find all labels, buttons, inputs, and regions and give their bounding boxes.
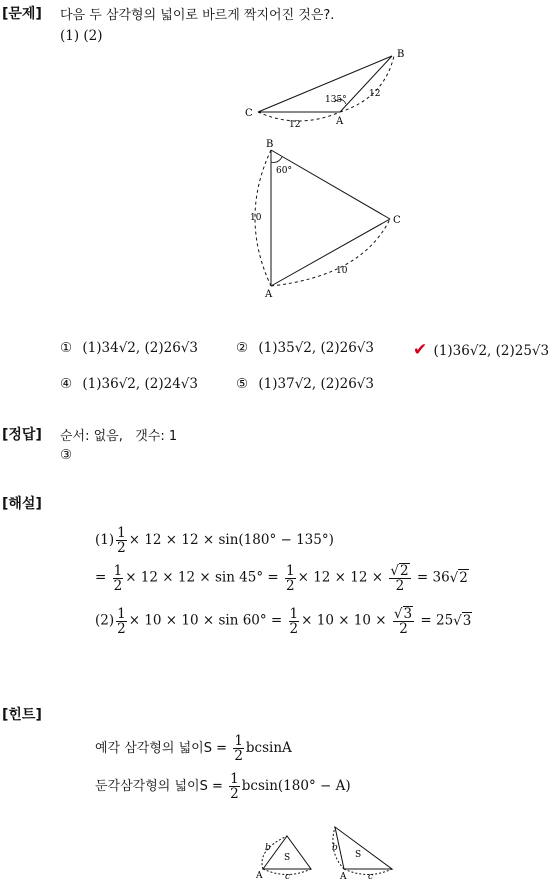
svg-text:S: S	[284, 853, 291, 863]
choice-1[interactable]	[60, 340, 198, 356]
svg-text:b: b	[265, 843, 271, 853]
solution-line-1: (1) $\frac{1}{2}$ × 12 × 12 × sin(180° − 135°)	[95, 525, 334, 557]
answer-info: 순서: 없음, 갯수: 1	[60, 429, 178, 444]
choice-1-text: (1)34√2, (2)26√3	[82, 340, 198, 356]
figure-equilateral-triangle	[244, 136, 414, 304]
problem-header: [문제]	[2, 6, 42, 22]
choice-5[interactable]	[236, 376, 374, 392]
fig1-vertex-a: A	[336, 116, 344, 127]
fig2-angle-label: 60°	[276, 166, 292, 176]
choice-2-text: (1)35√2, (2)26√3	[258, 340, 374, 356]
parts-label: (1) (2)	[60, 28, 103, 44]
fig1-vertex-c: C	[245, 108, 253, 119]
answer-value: ③	[60, 447, 73, 463]
svg-text:b: b	[332, 843, 338, 853]
figure-obtuse-triangle	[238, 44, 413, 134]
fig1-side-ca: 12	[289, 120, 301, 130]
hint-line-2: 둔각삼각형의 넓이S = $\frac{1}{2}$ bcsin(180° − A)	[95, 771, 351, 803]
answer-header: [정답]	[2, 427, 42, 443]
choice-2-mark: ②	[236, 340, 249, 356]
solution-line-2: = $\frac{1}{2}$ × 12 × 12 × sin 45° = $\frac{1}{2}$ × 12 × 12 × $\frac{√2}{2}$ = 36√2	[95, 562, 468, 595]
fig2-vertex-c: C	[393, 215, 401, 226]
svg-text:c: c	[285, 872, 291, 880]
check-mark-icon: ✔	[413, 340, 428, 360]
svg-text:S: S	[355, 850, 362, 860]
solution-line-3: (2) $\frac{1}{2}$ × 10 × 10 × sin 60° = $\frac{1}{2}$ × 10 × 10 × $\frac{√3}{2}$ = 25√3	[95, 605, 472, 638]
fig2-side-ac: 10	[336, 266, 348, 276]
hint-figure-acute	[255, 830, 317, 880]
fig1-angle-label: 135°	[325, 95, 347, 105]
hint-header: [힌트]	[2, 707, 42, 723]
hint-line-1: 예각 삼각형의 넓이S = $\frac{1}{2}$ bcsinA	[95, 733, 292, 765]
choice-4[interactable]	[60, 376, 198, 392]
choice-3-text: (1)36√2, (2)25√3	[433, 343, 550, 359]
fig2-vertex-b: B	[266, 139, 274, 150]
choice-3[interactable]	[413, 340, 549, 360]
hint-figure-obtuse	[330, 824, 396, 880]
fig1-side-ab: 12	[369, 89, 381, 99]
solution-header: [해설]	[2, 496, 42, 512]
fig2-vertex-a: A	[265, 289, 273, 300]
choice-4-mark: ④	[60, 376, 73, 392]
svg-text:c: c	[368, 872, 374, 880]
svg-text:A: A	[256, 871, 263, 880]
choice-5-text: (1)37√2, (2)26√3	[258, 376, 374, 392]
fig1-vertex-b: B	[397, 49, 405, 60]
choice-5-mark: ⑤	[236, 376, 249, 392]
question-text: 다음 두 삼각형의 넓이로 바르게 짝지어진 것은?.	[60, 8, 335, 23]
choice-2[interactable]	[236, 340, 374, 356]
choice-4-text: (1)36√2, (2)24√3	[82, 376, 198, 392]
fig2-side-ba: 10	[250, 213, 262, 223]
choice-1-mark: ①	[60, 340, 73, 356]
svg-text:A: A	[340, 872, 347, 880]
